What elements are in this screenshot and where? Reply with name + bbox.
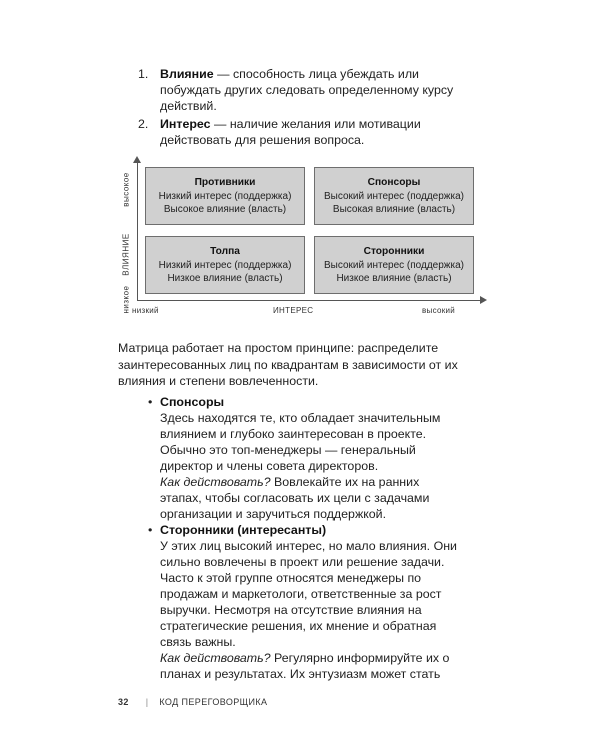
quadrant-line: Низкий интерес (поддержка) <box>158 191 292 202</box>
quadrant-line: Высокая влияние (власть) <box>332 204 456 215</box>
quadrant-line: Высокий интерес (поддержка) <box>324 191 464 202</box>
action-question: Как действовать? <box>160 475 271 489</box>
x-axis-arrow <box>480 296 487 304</box>
term: Интерес <box>160 117 211 131</box>
book-title: КОД ПЕРЕГОВОРЩИКА <box>159 697 268 707</box>
quadrant-line: Высокий интерес (поддержка) <box>324 260 464 271</box>
definition-item <box>138 116 458 148</box>
quadrant-supporters <box>314 236 474 294</box>
bullet-item-sponsors <box>148 394 460 522</box>
quadrant-title: Противники <box>194 177 256 188</box>
y-axis-high-label: высокое <box>121 172 131 207</box>
definition-item <box>138 66 458 114</box>
bullet-action <box>160 650 460 682</box>
action-text: Вовлекайте их на ранних этапах, чтобы согласовать их цели с задачами организации и заручиться поддержкой. <box>160 475 430 521</box>
list-number: 1. <box>138 67 149 81</box>
quadrant-title: Толпа <box>210 246 240 257</box>
y-axis-low-label: низкое <box>121 285 131 314</box>
definition-text: — способность лица убеждать или побуждать других следовать определенному курсу действий. <box>160 67 454 113</box>
quadrant-sponsors <box>314 167 474 225</box>
page-number: 32 <box>118 697 129 707</box>
body-paragraph: Матрица работает на простом принципе: распределите заинтересованных лиц по квадрантам в зависимости от их влияния и степени вовлеченности. <box>118 341 458 388</box>
term: Влияние <box>160 67 214 81</box>
quadrant-line: Низкий интерес (поддержка) <box>158 260 292 271</box>
y-axis-title: ВЛИЯНИЕ <box>121 233 131 276</box>
x-axis-line <box>137 300 482 301</box>
quadrant-line: Высокое влияние (власть) <box>163 204 287 215</box>
x-axis-high-label: высокий <box>422 306 456 315</box>
bullet-title: Сторонники (интересанты) <box>160 523 327 537</box>
x-axis-title: ИНТЕРЕС <box>273 306 314 315</box>
definition-text: — наличие желания или мотивации действовать для решения вопроса. <box>160 117 421 147</box>
bullet-action <box>160 474 460 522</box>
bullet-body: Здесь находятся те, кто обладает значительным влиянием и глубоко заинтересован в проекте. Обычно это топ-менеджеры — генеральный директор и члены совета директоров. <box>160 411 441 473</box>
quadrant-title: Спонсоры <box>367 177 421 188</box>
quadrant-title: Сторонники <box>363 246 425 257</box>
bullet-item-supporters <box>148 522 460 682</box>
footer-separator: | <box>145 697 149 707</box>
quadrant-line: Низкое влияние (власть) <box>336 273 452 284</box>
list-number: 2. <box>138 117 149 131</box>
x-axis-low-label: низкий <box>132 306 159 315</box>
definitions-list <box>138 66 458 150</box>
action-text: Регулярно информируйте их о планах и результатах. Их энтузиазм может стать <box>160 651 450 681</box>
bullet-dot: • <box>148 523 153 537</box>
bullet-list <box>148 394 460 682</box>
y-axis-line <box>137 160 138 300</box>
bullet-dot: • <box>148 395 153 409</box>
bullet-body: У этих лиц высокий интерес, но мало влияния. Они сильно вовлечены в проект или решение задачи. Часто к этой группе относятся менеджеры по продажам и маркетологи, ответственные за рост выручки. Несмотря на отсутствие влияния на стратегические решения, их мнение и обратная связь важны. <box>160 539 457 649</box>
y-axis-arrow <box>133 156 141 163</box>
page-footer <box>118 697 267 707</box>
quadrant-line: Низкое влияние (власть) <box>167 273 283 284</box>
quadrant-opponents <box>145 167 305 225</box>
stakeholder-matrix <box>118 160 488 322</box>
action-question: Как действовать? <box>160 651 271 665</box>
bullet-title: Спонсоры <box>160 395 225 409</box>
quadrant-crowd <box>145 236 305 294</box>
